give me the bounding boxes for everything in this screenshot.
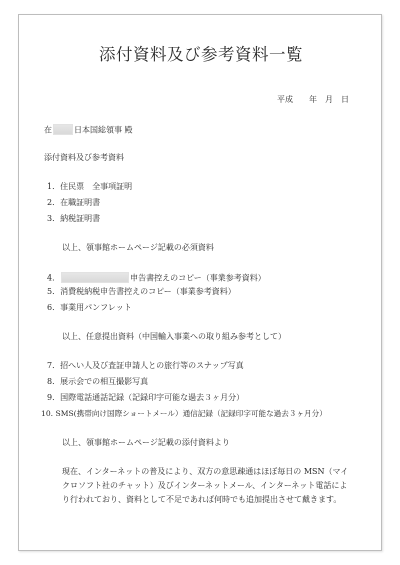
redacted-text-block (61, 272, 129, 283)
item-number: 6． (47, 303, 61, 312)
item-number: 4． (47, 273, 61, 283)
list-item: 10. SMS(携帯向け国際ショートメール）通信記録（記録印字可能な過去３ヶ月分） (41, 409, 327, 418)
item-text: 消費税納税申告書控えのコピー（事業参考資料） (60, 287, 236, 296)
document-title: 添付資料及び参考資料一覧 (99, 45, 303, 64)
addressee-prefix: 在 (44, 125, 52, 135)
note-attached: 以上、領事館ホームページ記載の添付資料より (62, 438, 230, 447)
note-optional: 以上、任意提出資料（中国輸入事業への取り組み参考として） (62, 332, 286, 341)
redacted-city-block (53, 124, 73, 135)
list-item (47, 272, 266, 285)
list-item: 3．納税証明書 (47, 214, 101, 223)
section-heading: 添付資料及び参考資料 (44, 153, 124, 162)
list-item (47, 303, 132, 313)
note-required: 以上、領事館ホームページ記載の必須資料 (62, 243, 214, 252)
item-number: 5． (47, 287, 61, 296)
list-item: 1．住民票 全事項証明 (47, 182, 133, 191)
list-item: 8．展示会での相互撮影写真 (47, 377, 149, 386)
list-item: 2．在職証明書 (47, 198, 101, 207)
addressee-suffix: 日本国総領事 殿 (74, 125, 133, 135)
closing-paragraph: 現在、インターネットの普及により、双方の意思疎通はほぼ毎日の MSN（マイクロソフト社のチャット）及びインターネットメール、インターネット電話により行われており、資料として不足であれば何時でも追加提出させて戴きます。 (62, 467, 349, 504)
document-page (18, 14, 382, 551)
item-text: 事業用パンフレット (60, 303, 132, 312)
list-item (47, 287, 236, 297)
date-line: 平成 年 月 日 (277, 95, 349, 104)
addressee-line (44, 124, 133, 137)
list-item: 7．招へい人及び査証申請人との旅行等のスナップ写真 (47, 361, 244, 370)
item-text: 申告書控えのコピー（事業参考資料） (130, 273, 266, 283)
list-item: 9．国際電話通話記録（記録印字可能な過去３ヶ月分） (47, 393, 245, 402)
